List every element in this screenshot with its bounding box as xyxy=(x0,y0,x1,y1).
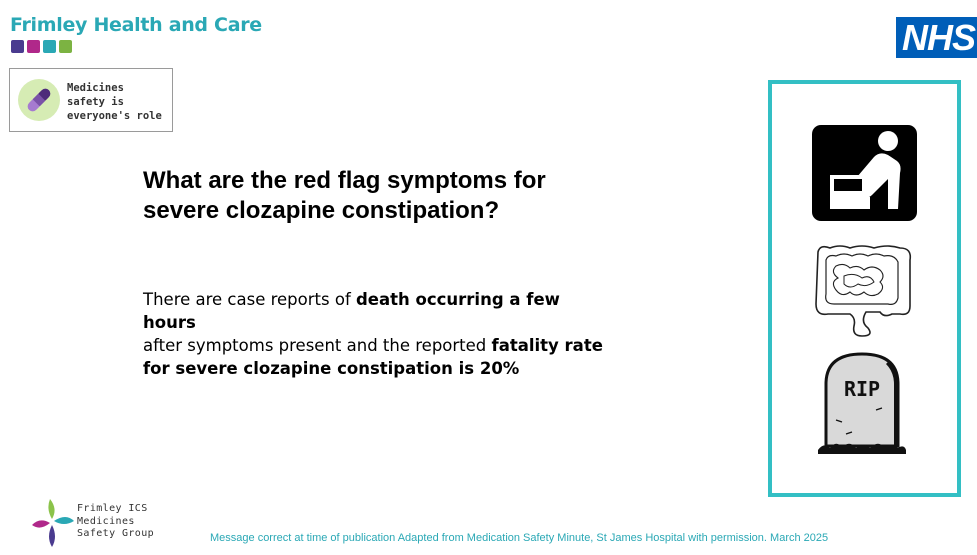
group-name-line: Safety Group xyxy=(77,528,155,539)
body-text-part: after symptoms present and the reported xyxy=(143,336,492,355)
capsule-icon xyxy=(18,79,60,121)
slide-body xyxy=(143,288,613,380)
group-name-line: Medicines xyxy=(77,515,135,527)
flower-logo-icon xyxy=(30,495,76,550)
people-icon xyxy=(11,40,24,53)
publication-note: Message correct at time of publication Adapted from Medication Safety Minute, St James Hospital with permission. March 2025 xyxy=(210,532,829,544)
group-name xyxy=(77,503,154,541)
medicines-safety-group-logo xyxy=(30,495,170,550)
toilet-icon xyxy=(812,125,917,221)
badge-circle xyxy=(18,79,60,121)
badge-line: safety is xyxy=(67,96,124,108)
nhs-logo: NHS xyxy=(896,17,977,58)
heading-line: severe clozapine constipation? xyxy=(143,197,500,224)
badge-line: everyone's role xyxy=(67,110,162,122)
heading-line: What are the red flag symptoms for xyxy=(143,167,546,194)
org-name: Frimley Health and Care xyxy=(10,14,262,36)
brand-icon-strip xyxy=(11,40,72,53)
medicines-safety-badge xyxy=(9,68,173,132)
slide-heading xyxy=(143,166,663,226)
badge-text xyxy=(67,81,167,123)
body-text-part: There are case reports of xyxy=(143,290,356,309)
body-bold-part: death occurring a few hours xyxy=(143,290,560,332)
body-bold-part: fatality rate xyxy=(491,336,603,355)
body-bold-part: for severe clozapine constipation is 20% xyxy=(143,359,520,378)
leaf-icon xyxy=(59,40,72,53)
person-icon xyxy=(43,40,56,53)
group-name-line: Frimley ICS xyxy=(77,503,148,514)
badge-line: Medicines xyxy=(67,82,124,94)
intestine-icon xyxy=(810,242,914,338)
gravestone-icon xyxy=(816,350,908,456)
gravestone-text: RIP xyxy=(843,377,881,401)
heart-icon xyxy=(27,40,40,53)
